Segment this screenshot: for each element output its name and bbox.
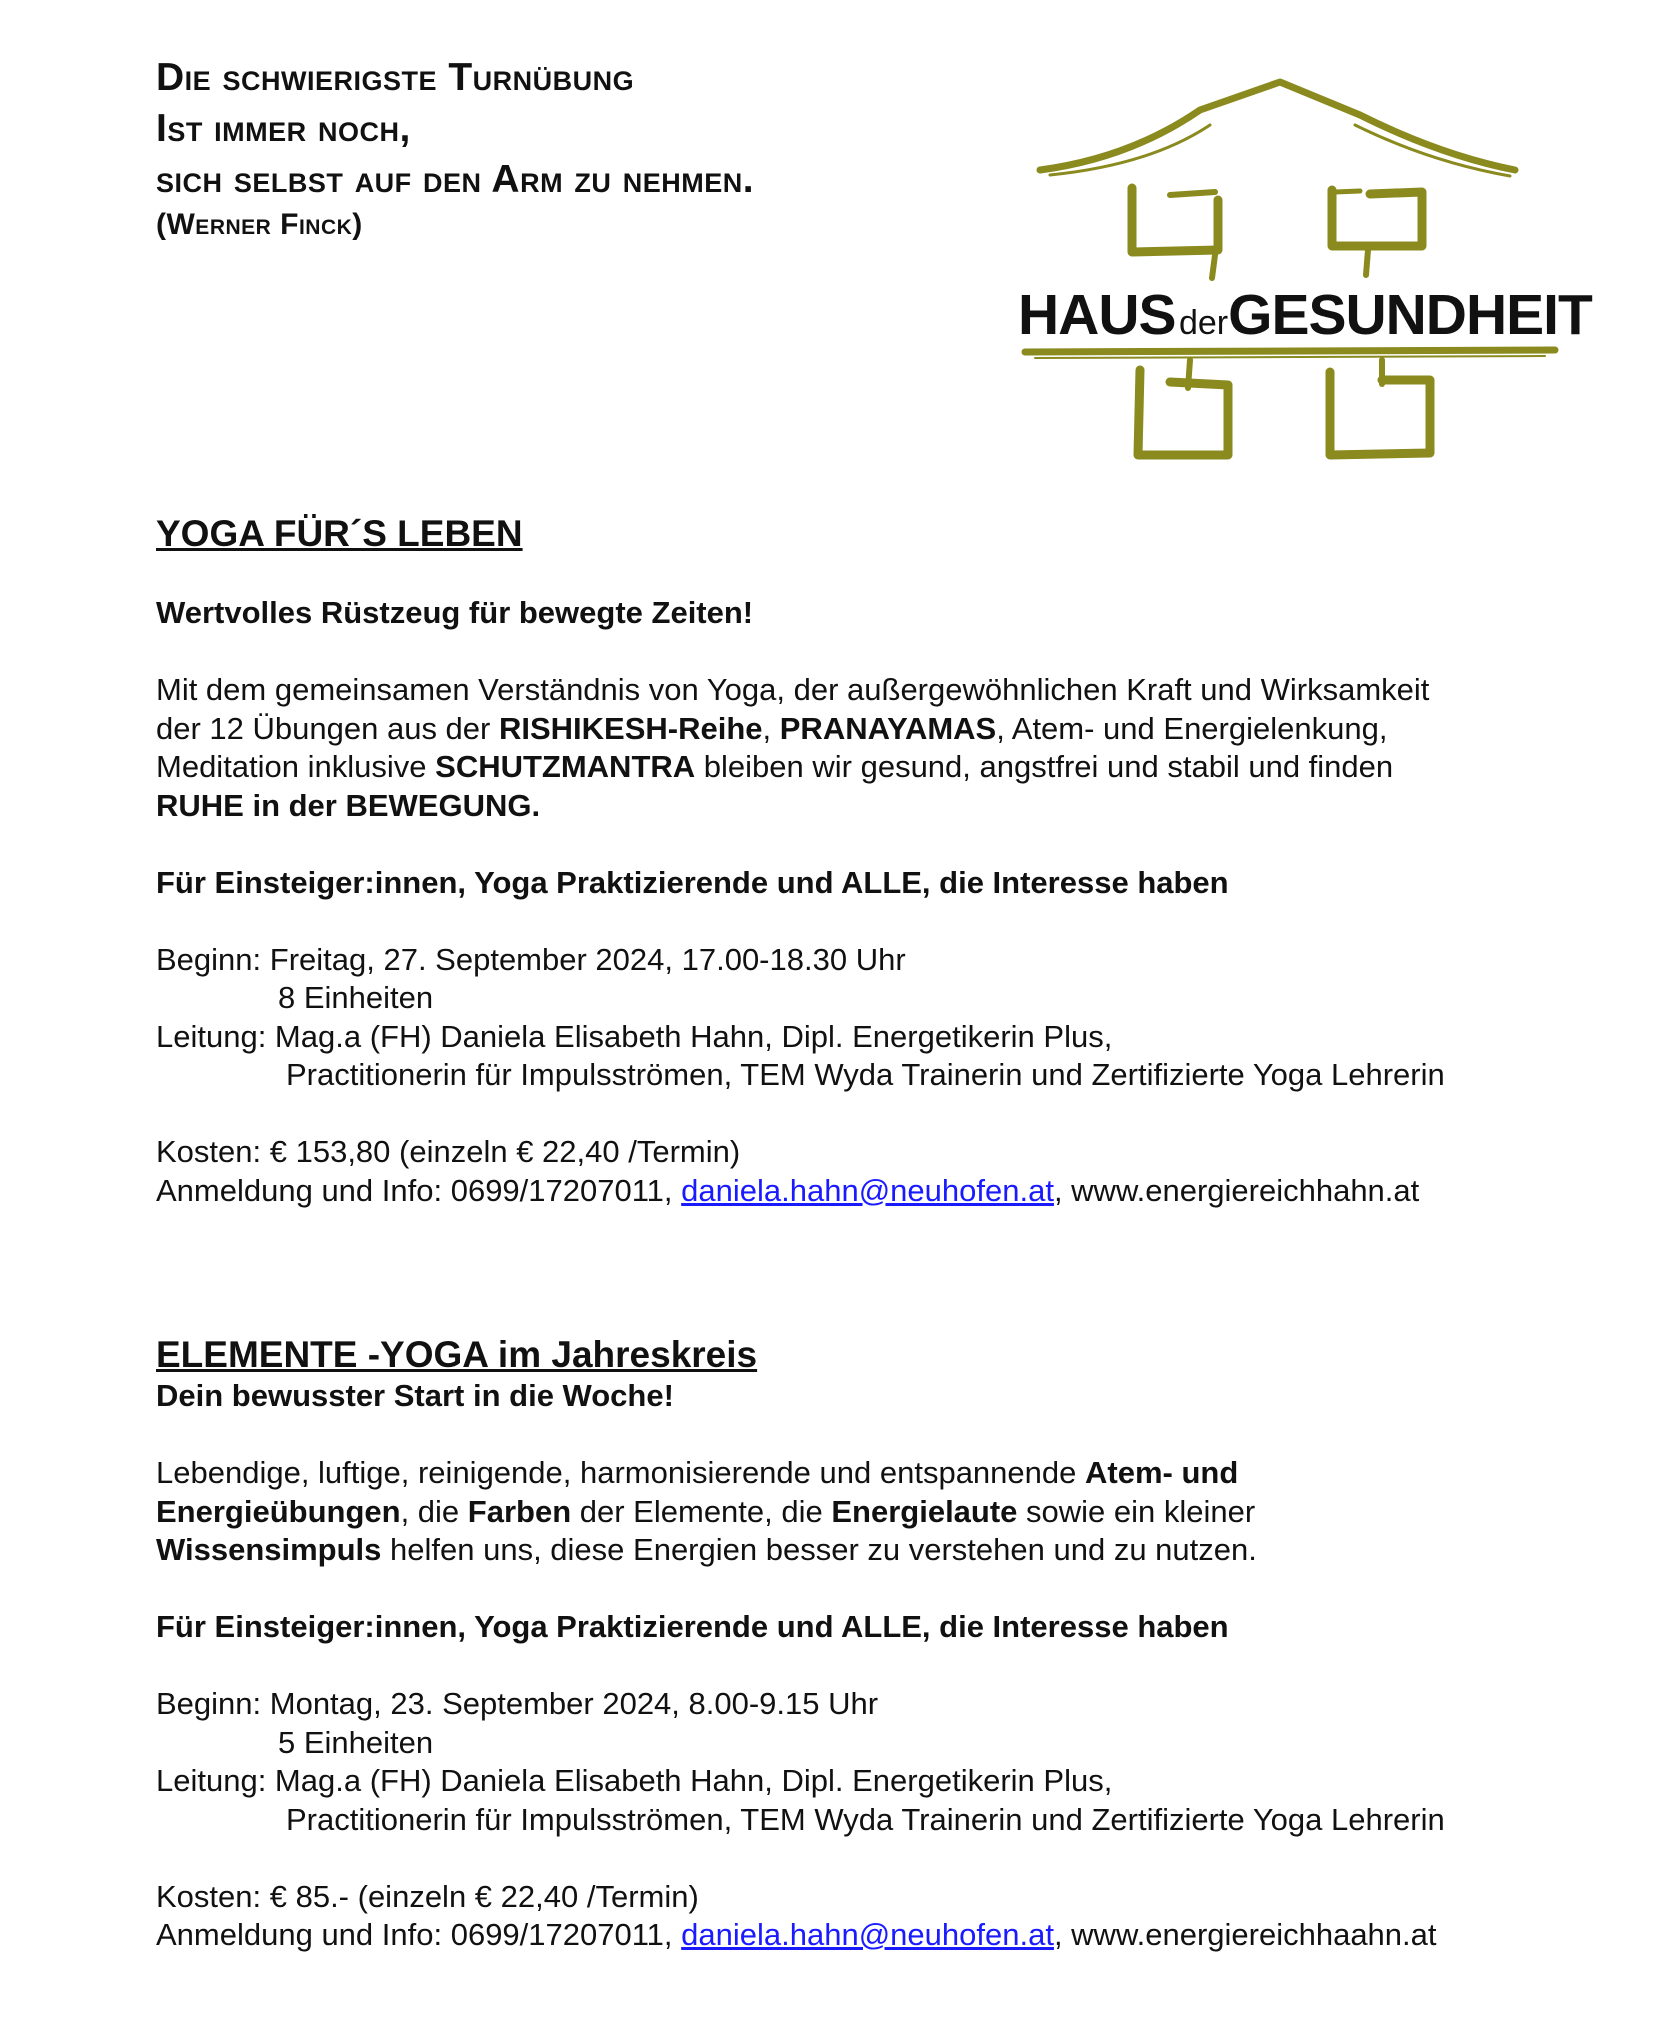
course-1-desc-line-3: Meditation inklusive SCHUTZMANTRA bleiben wir gesund, angstfrei und stabil und finden (156, 749, 1394, 784)
course-elemente-yoga (156, 1333, 1556, 1955)
haus-der-gesundheit-logo (1010, 70, 1570, 475)
course-2-email-link[interactable]: daniela.hahn@neuhofen.at (681, 1917, 1054, 1952)
course-1-title: YOGA FÜR´S LEBEN (156, 513, 523, 554)
course-2-desc-line-1: Lebendige, luftige, reinigende, harmonisierende und entspannende Atem- und (156, 1455, 1239, 1490)
course-1-desc-line-1: Mit dem gemeinsamen Verständnis von Yoga, der außergewöhnlichen Kraft und Wirksamkeit (156, 672, 1430, 707)
course-1-lead-line-1: Leitung: Mag.a (FH) Daniela Elisabeth Hahn, Dipl. Energetikerin Plus, (156, 1018, 1113, 1054)
quote-author: (Werner Finck) (156, 208, 363, 241)
quote-block (156, 52, 754, 245)
quote-line-1: Die schwierigste Turnübung (156, 56, 635, 99)
course-1-begin: Beginn: Freitag, 27. September 2024, 17.00-18.30 Uhr (156, 941, 906, 977)
course-1-desc-line-4: RUHE in der BEWEGUNG. (156, 787, 541, 823)
course-1-info: Anmeldung und Info: 0699/17207011, daniela.hahn@neuhofen.at, www.energiereichhahn.at (156, 1172, 1420, 1208)
course-1-lead-line-2: Practitionerin für Impulsströmen, TEM Wyda Trainerin und Zertifizierte Yoga Lehrerin (286, 1057, 1445, 1092)
quote-line-3: sich selbst auf den Arm zu nehmen. (156, 158, 755, 201)
course-2-lead-line-1: Leitung: Mag.a (FH) Daniela Elisabeth Hahn, Dipl. Energetikerin Plus, (156, 1763, 1113, 1798)
course-2-subtitle: Dein bewusster Start in die Woche! (156, 1378, 674, 1413)
course-1-units: 8 Einheiten (278, 980, 434, 1015)
course-2-info: Anmeldung und Info: 0699/17207011, daniela.hahn@neuhofen.at, www.energiereichhaahn.at (156, 1917, 1437, 1952)
logo-wordmark (1018, 282, 1592, 348)
course-2-units: 5 Einheiten (278, 1724, 434, 1760)
course-1-email-link[interactable]: daniela.hahn@neuhofen.at (681, 1172, 1054, 1208)
course-2-desc-line-3: Wissensimpuls helfen uns, diese Energien besser zu verstehen und zu nutzen. (156, 1532, 1257, 1567)
quote-line-2: Ist immer noch, (156, 107, 411, 150)
course-2-desc-line-2: Energieübungen, die Farben der Elemente, die Energielaute sowie ein kleiner (156, 1493, 1256, 1529)
logo-word-gesundheit: GESUNDHEIT (1228, 283, 1592, 347)
course-yoga-fuers-leben (156, 512, 1556, 1210)
course-1-desc-line-2: der 12 Übungen aus der RISHIKESH-Reihe, PRANAYAMAS, Atem- und Energielenkung, (156, 710, 1388, 746)
course-1-cost: Kosten: € 153,80 (einzeln € 22,40 /Termin) (156, 1134, 741, 1169)
logo-word-haus: HAUS (1018, 283, 1176, 347)
course-2-begin: Beginn: Montag, 23. September 2024, 8.00-9.15 Uhr (156, 1686, 879, 1721)
course-2-title: ELEMENTE -YOGA im Jahreskreis (156, 1334, 758, 1375)
logo-word-der: der (1178, 304, 1229, 342)
course-1-subtitle: Wertvolles Rüstzeug für bewegte Zeiten! (156, 595, 754, 630)
course-2-lead-line-2: Practitionerin für Impulsströmen, TEM Wyda Trainerin und Zertifizierte Yoga Lehrerin (286, 1801, 1445, 1837)
course-2-cost: Kosten: € 85.- (einzeln € 22,40 /Termin) (156, 1878, 699, 1914)
course-2-audience: Für Einsteiger:innen, Yoga Praktizierende und ALLE, die Interesse haben (156, 1609, 1229, 1644)
course-1-audience: Für Einsteiger:innen, Yoga Praktizierende und ALLE, die Interesse haben (156, 864, 1229, 900)
